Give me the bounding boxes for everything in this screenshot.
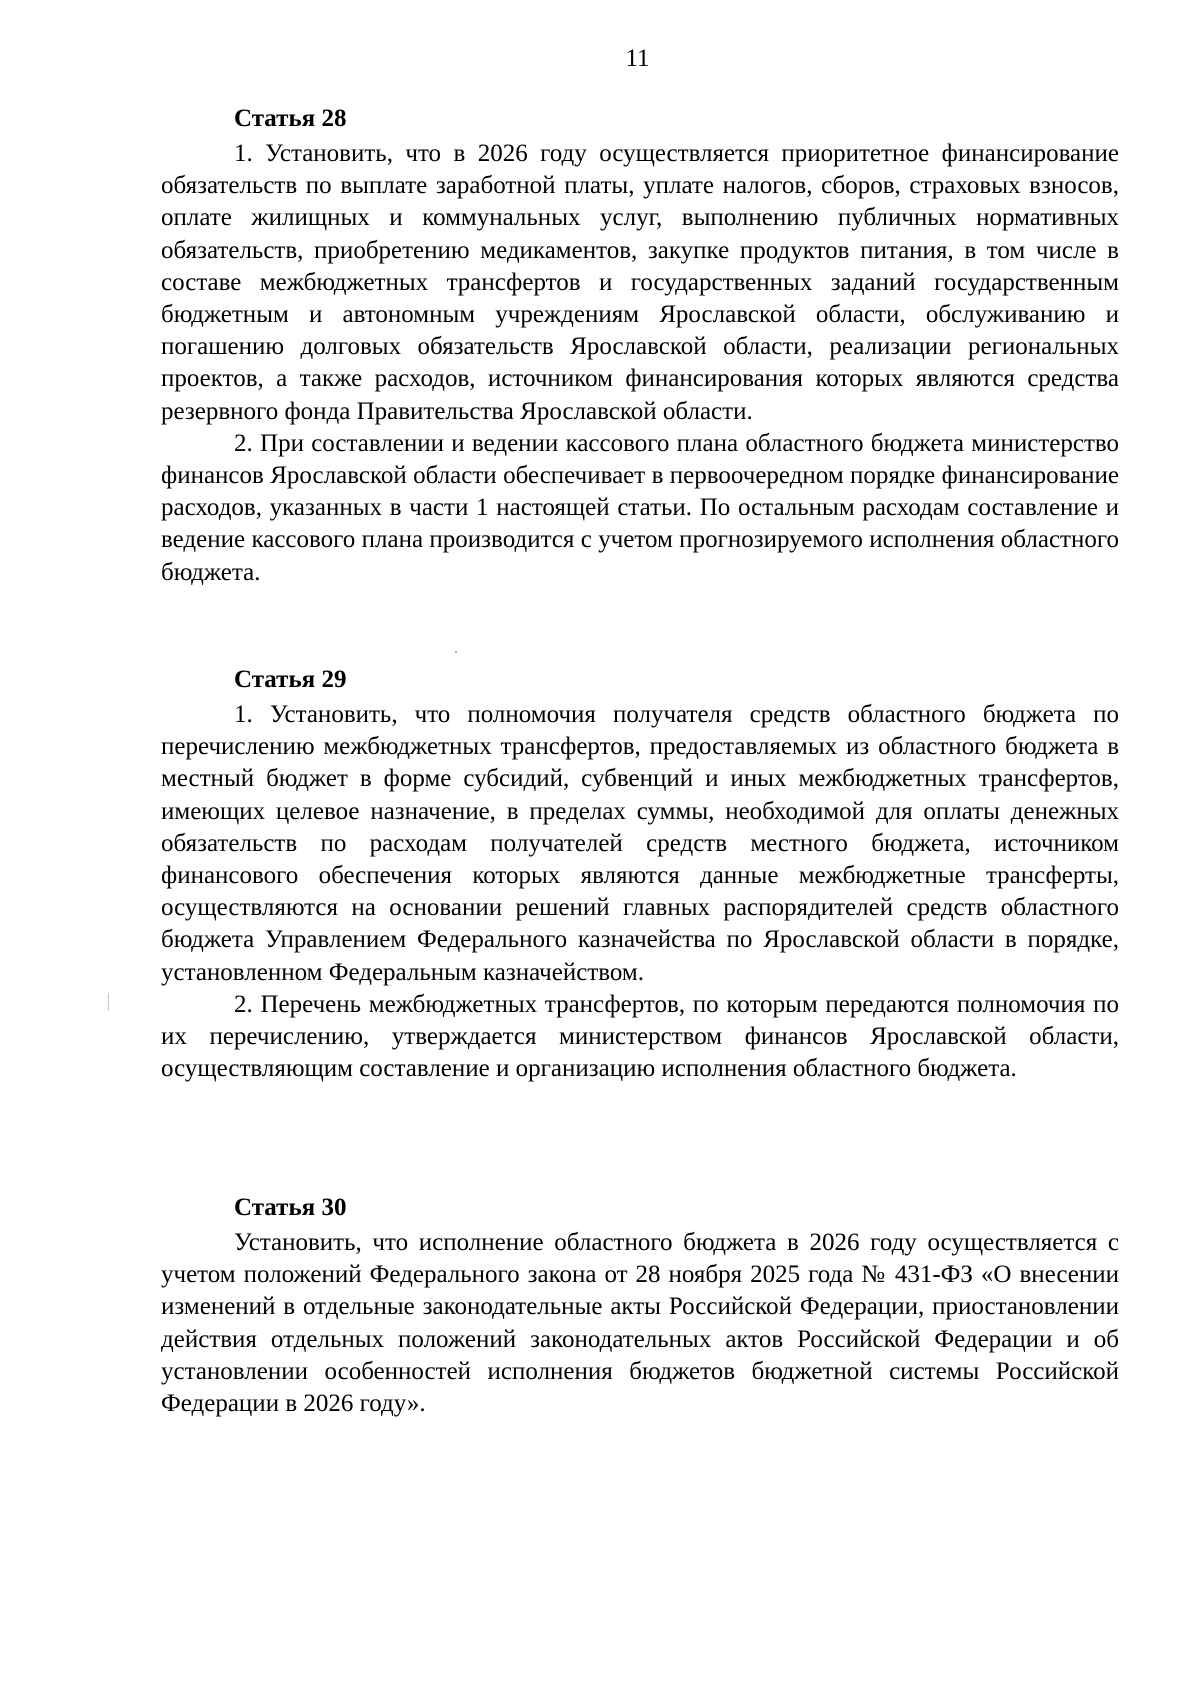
article-heading: Статья 29 [234, 666, 347, 693]
page-number: 11 [625, 45, 650, 72]
scan-speck [455, 651, 457, 653]
article-heading: Статья 30 [234, 1194, 347, 1221]
article-30 [161, 1193, 1119, 1420]
article-28 [161, 104, 1119, 589]
article-paragraph: Установить, что исполнение областного бюджета в 2026 году осуществляется с учетом положений Федерального закона от 28 ноября 2025 года № 431-ФЗ «О внесении изменений в отдельные законодательные акты Российской Федерации, приостановлении действия отдельных положений законодательных актов Российской Федерации и об установлении особенностей исполнения бюджетов бюджетной системы Российской Федерации в 2026 году». [161, 1229, 1119, 1418]
article-heading: Статья 28 [234, 105, 347, 132]
article-paragraph: 1. Установить, что в 2026 году осуществляется приоритетное финансирование обязательств по выплате заработной платы, уплате налогов, сборов, страховых взносов, оплате жилищных и коммунальных услуг, выполнению публичных нормативных обязательств, приобретению медикаментов, закупке продуктов питания, в том числе в составе межбюджетных трансфертов и государственных заданий государственным бюджетным и автономным учреждениям Ярославской области, обслуживанию и погашению долговых обязательств Ярославской области, реализации региональных проектов, а также расходов, источником финансирования которых являются средства резервного фонда Правительства Ярославской области. [161, 140, 1119, 425]
article-paragraph: 1. Установить, что полномочия получателя средств областного бюджета по перечислению межбюджетных трансфертов, предоставляемых из областного бюджета в местный бюджет в форме субсидий, субвенций и иных межбюджетных трансфертов, имеющих целевое назначение, в пределах суммы, необходимой для оплаты денежных обязательств по расходам получателей средств местного бюджета, источником финансового обеспечения которых являются данные межбюджетные трансферты, осуществляются на основании решений главных распорядителей средств областного бюджета Управлением Федерального казначейства по Ярославской области в порядке, установленном Федеральным казначейством. [161, 701, 1119, 986]
article-paragraph: 2. Перечень межбюджетных трансфертов, по которым передаются полномочия по их перечислению, утверждается министерством финансов Ярославской области, осуществляющим составление и организацию исполнения областного бюджета. [161, 990, 1119, 1083]
article-29 [161, 665, 1119, 1085]
article-paragraph: 2. При составлении и ведении кассового плана областного бюджета министерство финансов Ярославской области обеспечивает в первоочередном порядке финансирование расходов, указанных в части 1 настоящей статьи. По остальным расходам составление и ведение кассового плана производится с учетом прогнозируемого исполнения областного бюджета. [161, 429, 1119, 586]
scan-margin-mark [108, 993, 109, 1011]
